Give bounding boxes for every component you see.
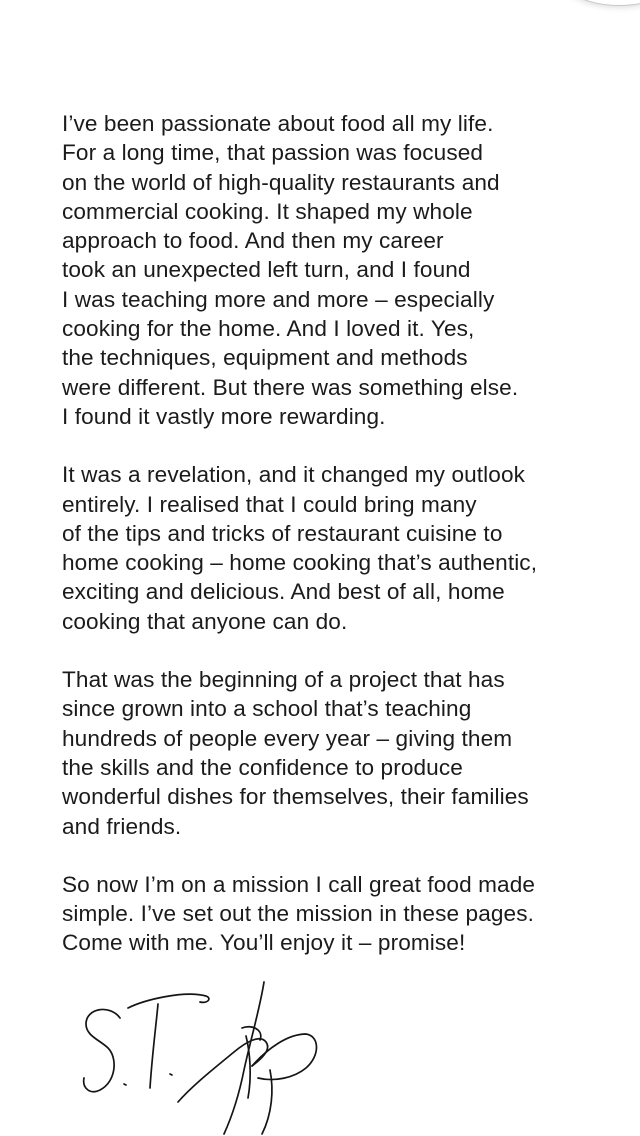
text-line: I found it vastly more rewarding. — [62, 403, 386, 429]
text-line: I’ve been passionate about food all my life. — [62, 111, 494, 136]
text-line: Come with me. You’ll enjoy it – promise! — [62, 930, 466, 956]
text-line: the skills and the confidence to produce — [62, 754, 463, 780]
text-line: since grown into a school that’s teaching — [62, 696, 472, 722]
text-line: home cooking – home cooking that’s authentic, — [62, 550, 538, 576]
text-line: were different. But there was something else. — [62, 374, 519, 400]
text-line: of the tips and tricks of restaurant cuisine to — [62, 520, 503, 546]
text-line: commercial cooking. It shaped my whole — [62, 198, 473, 224]
text-line: exciting and delicious. And best of all, home — [62, 579, 505, 605]
text-line: entirely. I realised that I could bring many — [62, 491, 477, 517]
text-line: That was the beginning of a project that has — [62, 667, 505, 693]
paragraph-2 — [62, 460, 622, 636]
text-line: For a long time, that passion was focused — [62, 140, 484, 166]
text-line: on the world of high-quality restaurants and — [62, 169, 500, 195]
text-line: hundreds of people every year – giving them — [62, 725, 513, 751]
text-line: cooking for the home. And I loved it. Yes, — [62, 316, 475, 342]
text-line: wonderful dishes for themselves, their families — [62, 784, 529, 810]
handwritten-signature — [74, 978, 334, 1136]
paragraph-3 — [62, 665, 622, 841]
text-line: approach to food. And then my career — [62, 228, 444, 254]
text-line: simple. I’ve set out the mission in these pages. — [62, 901, 534, 927]
page-curl-corner — [558, 0, 640, 6]
letter-body — [62, 109, 622, 987]
paragraph-1 — [62, 109, 622, 431]
text-line: and friends. — [62, 813, 182, 839]
text-line: It was a revelation, and it changed my outlook — [62, 462, 526, 488]
paragraph-4 — [62, 870, 622, 958]
text-line: took an unexpected left turn, and I found — [62, 257, 471, 283]
text-line: the techniques, equipment and methods — [62, 345, 468, 371]
text-line: I was teaching more and more – especially — [62, 286, 495, 312]
text-line: cooking that anyone can do. — [62, 608, 348, 634]
text-line: So now I’m on a mission I call great food made — [62, 871, 536, 897]
